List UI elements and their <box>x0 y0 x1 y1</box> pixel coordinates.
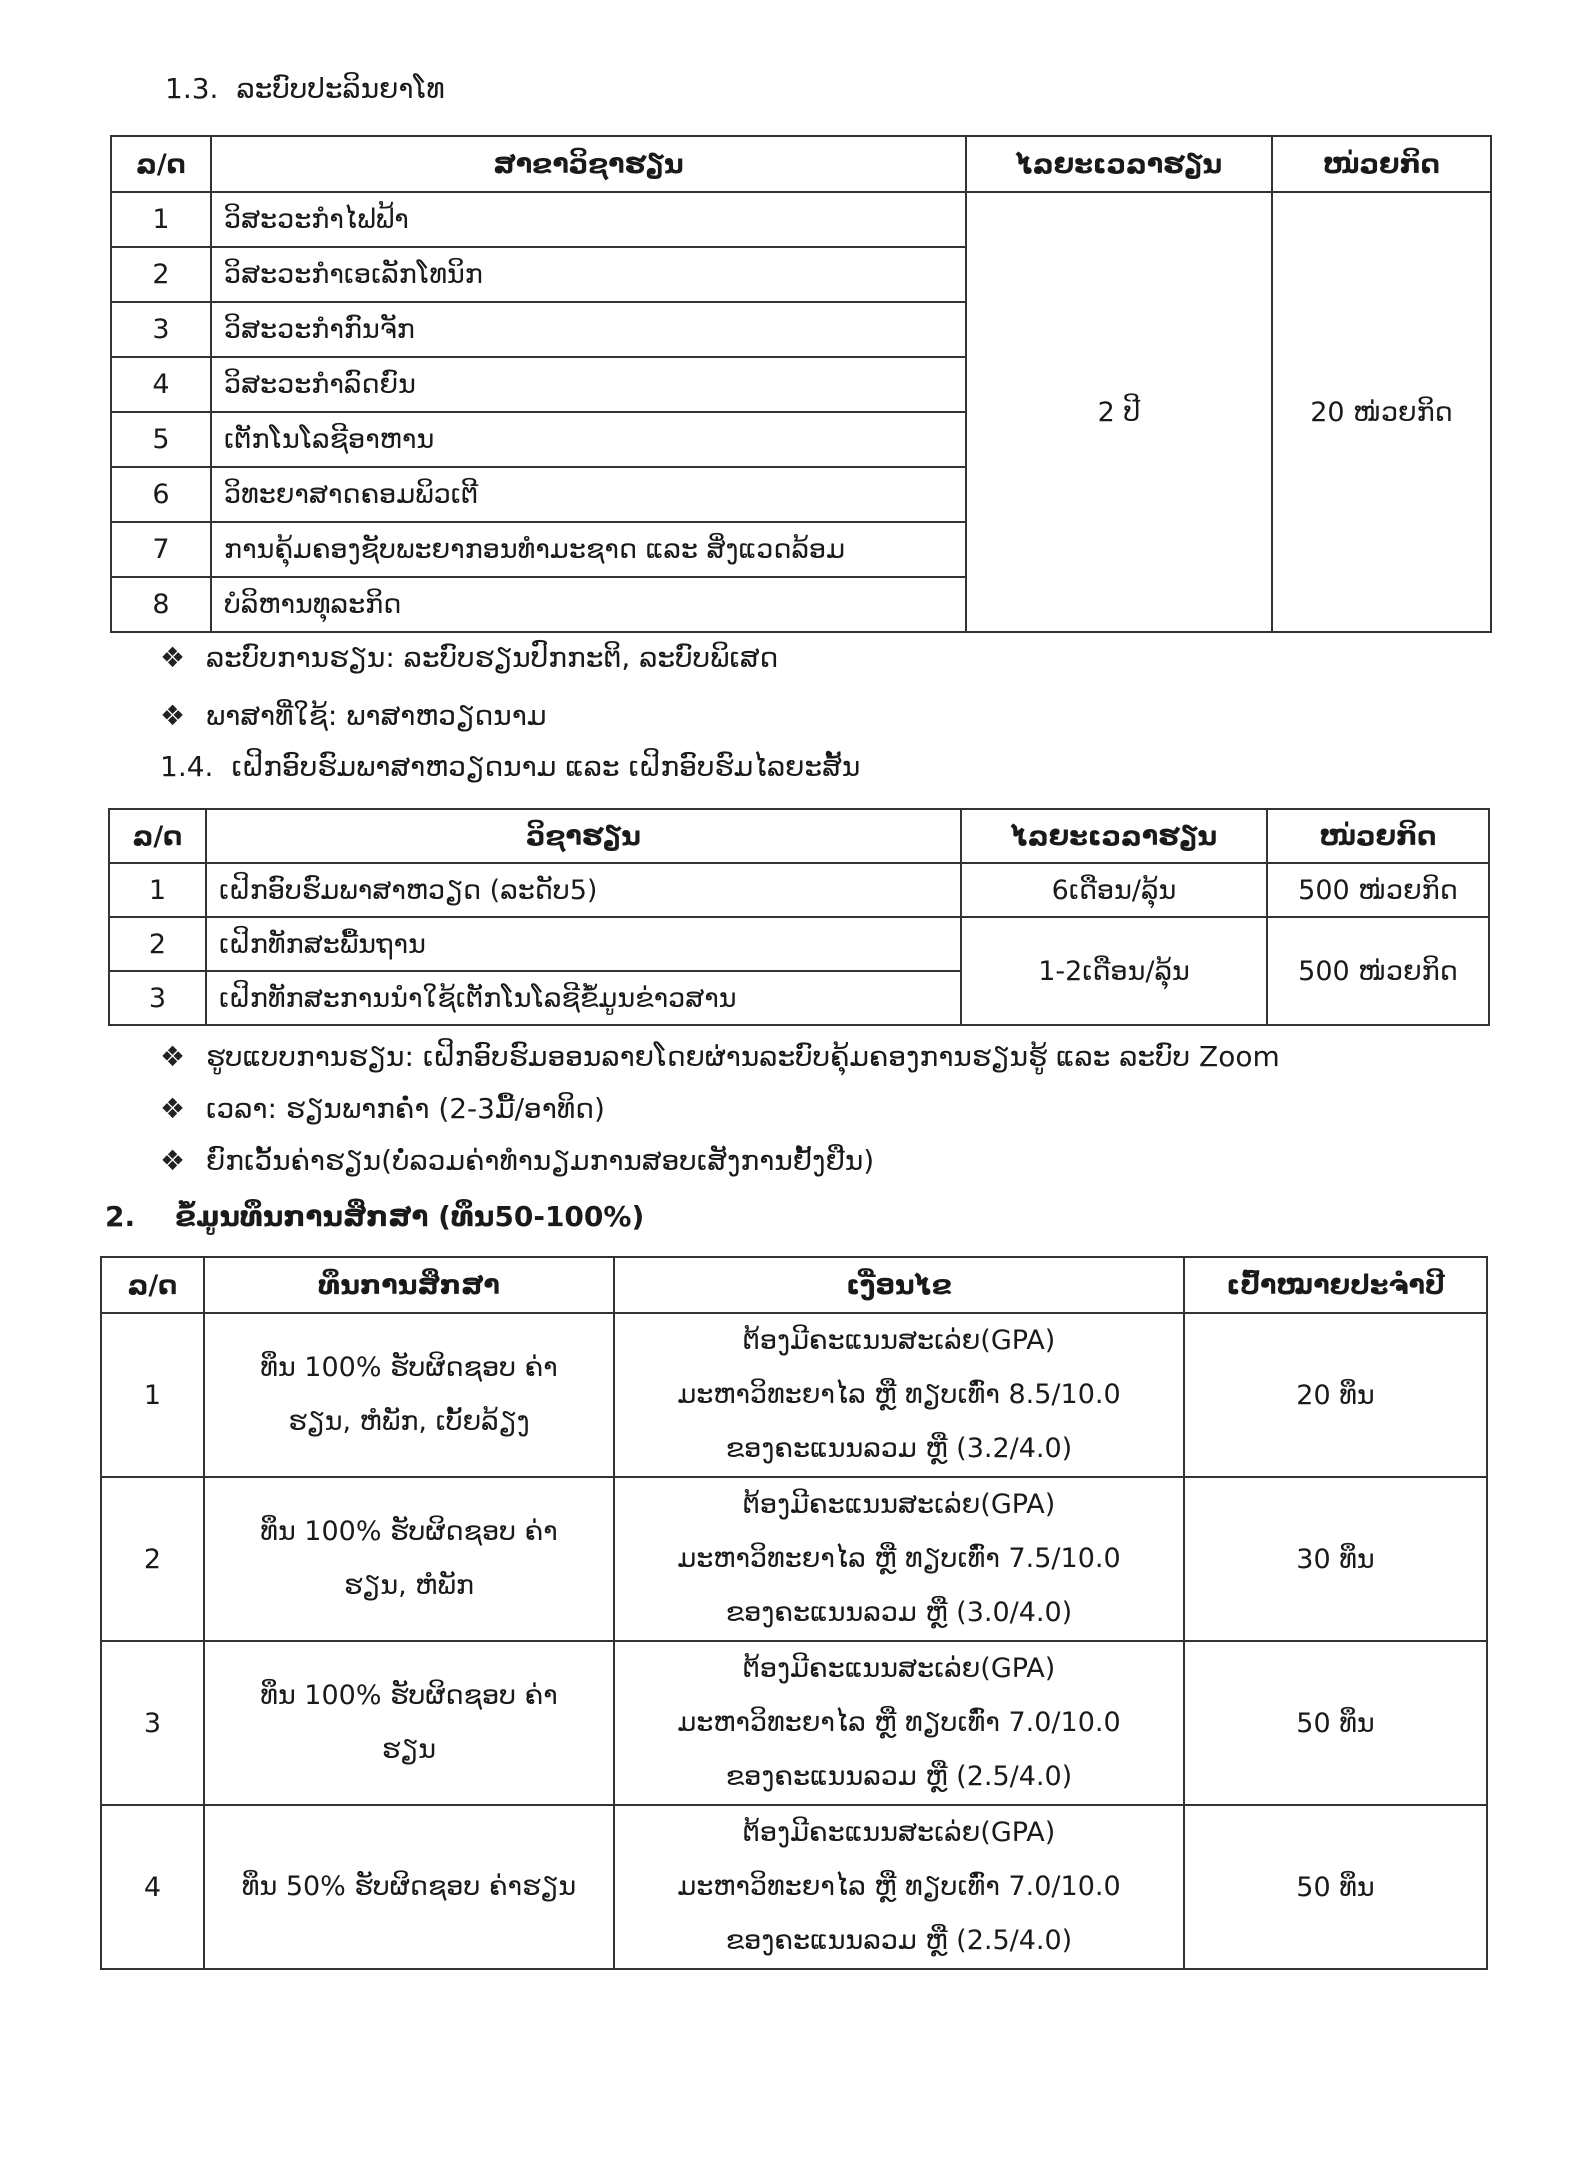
note-text: ລະບົບການຮຽນ: ລະບົບຮຽນປົກກະຕິ, ລະບົບພິເສດ <box>206 640 779 674</box>
diamond-bullet-icon: ❖ <box>160 1091 186 1125</box>
row-condition <box>614 1805 1184 1969</box>
condition-line: ຂອງຄະແນນລວມ ຫຼື (3.0/4.0) <box>725 1597 1073 1628</box>
section-title: ລະບົບປະລິນຍາໂທ <box>236 72 445 105</box>
row-no: 7 <box>111 522 211 577</box>
row-scholarship <box>204 1641 614 1805</box>
row-subject: ເຝິກທັກສະພື້ນຖານ <box>206 917 961 971</box>
header-credits: ໜ່ວຍກິດ <box>1272 136 1491 192</box>
scholarship-line: ຮຽນ, ຫໍພັກ <box>343 1570 475 1601</box>
row-target: 50 ທຶນ <box>1184 1641 1487 1805</box>
group-credits-cell: 500 ໜ່ວຍກິດ <box>1267 917 1489 1025</box>
row-no: 4 <box>101 1805 204 1969</box>
table-row <box>109 863 1489 917</box>
scholarship-line: ທຶນ 100% ຮັບຜິດຊອບ ຄ່າ <box>260 1516 558 1547</box>
row-target: 30 ທຶນ <box>1184 1477 1487 1641</box>
row-no: 2 <box>109 917 206 971</box>
row-target: 50 ທຶນ <box>1184 1805 1487 1969</box>
condition-line: ຕ້ອງມີຄະແນນສະເລ່ຍ(GPA) <box>742 1817 1056 1848</box>
header-duration: ໄລຍະເວລາຮຽນ <box>961 809 1267 863</box>
row-subject: ວິທະຍາສາດຄອມພິວເຕີ <box>211 467 966 522</box>
note-text: ພາສາທີ່ໃຊ້: ພາສາຫວຽດນາມ <box>206 698 547 732</box>
condition-line: ຂອງຄະແນນລວມ ຫຼື (3.2/4.0) <box>725 1433 1073 1464</box>
header-subject: ວິຊາຮຽນ <box>206 809 961 863</box>
header-credits: ໜ່ວຍກິດ <box>1267 809 1489 863</box>
group-duration-cell: 1-2ເດືອນ/ລຸ້ນ <box>961 917 1267 1025</box>
row-subject: ບໍລິຫານທຸລະກິດ <box>211 577 966 632</box>
row-subject: ເຕັກໂນໂລຊີອາຫານ <box>211 412 966 467</box>
row-no: 2 <box>111 247 211 302</box>
scholarship-line: ທຶນ 100% ຮັບຜິດຊອບ ຄ່າ <box>260 1352 558 1383</box>
section-1-3-notes <box>160 628 778 744</box>
section-1-3-heading <box>165 72 445 105</box>
row-subject: ວິສະວະກຳເອເລັກໂທນິກ <box>211 247 966 302</box>
table-row <box>109 917 1489 971</box>
scholarship-line: ທຶນ 100% ຮັບຜິດຊອບ ຄ່າ <box>260 1680 558 1711</box>
row-no: 1 <box>109 863 206 917</box>
note-text: ຍົກເວັ້ນຄ່າຮຽນ(ບໍ່ລວມຄ່າທຳນຽມການສອບເສັງການຢັ້ງຢືນ) <box>206 1143 875 1177</box>
section-title: ຂໍ້ມູນທຶນການສຶກສາ (ທຶນ50-100%) <box>175 1200 645 1233</box>
row-no: 3 <box>111 302 211 357</box>
row-subject: ວິສະວະກຳກົນຈັກ <box>211 302 966 357</box>
header-subject: ສາຂາວິຊາຮຽນ <box>211 136 966 192</box>
row-no: 1 <box>101 1313 204 1477</box>
row-scholarship <box>204 1313 614 1477</box>
row-subject: ເຝິກທັກສະການນຳໃຊ້ເຕັກໂນໂລຊີຂໍ້ມູນຂ່າວສານ <box>206 971 961 1025</box>
header-no: ລ/ດ <box>109 809 206 863</box>
condition-line: ຕ້ອງມີຄະແນນສະເລ່ຍ(GPA) <box>742 1489 1056 1520</box>
header-scholarship: ທຶນການສຶກສາ <box>204 1257 614 1313</box>
table-row <box>101 1641 1487 1805</box>
row-no: 2 <box>101 1477 204 1641</box>
condition-line: ຕ້ອງມີຄະແນນສະເລ່ຍ(GPA) <box>742 1653 1056 1684</box>
section-number: 1.4. <box>160 750 214 783</box>
condition-line: ຂອງຄະແນນລວມ ຫຼື (2.5/4.0) <box>725 1925 1073 1956</box>
row-no: 5 <box>111 412 211 467</box>
row-no: 3 <box>101 1641 204 1805</box>
row-condition <box>614 1477 1184 1641</box>
row-no: 6 <box>111 467 211 522</box>
scholarship-table <box>100 1256 1488 1970</box>
diamond-bullet-icon: ❖ <box>160 698 186 732</box>
condition-line: ມະຫາວິທະຍາໄລ ຫຼື ທຽບເທົ່າ 7.5/10.0 <box>677 1543 1121 1574</box>
row-target: 20 ທຶນ <box>1184 1313 1487 1477</box>
duration-cell: 2 ປີ <box>966 192 1272 632</box>
section-1-4-notes <box>160 1030 1280 1186</box>
header-target: ເປົ້າໝາຍປະຈຳປີ <box>1184 1257 1487 1313</box>
scholarship-line: ຮຽນ, ຫໍພັກ, ເບັ້ຍລ້ຽງ <box>288 1406 530 1437</box>
short-course-table <box>108 808 1490 1026</box>
condition-line: ມະຫາວິທະຍາໄລ ຫຼື ທຽບເທົ່າ 8.5/10.0 <box>677 1379 1121 1410</box>
condition-line: ຕ້ອງມີຄະແນນສະເລ່ຍ(GPA) <box>742 1325 1056 1356</box>
row-no: 1 <box>111 192 211 247</box>
row-condition <box>614 1641 1184 1805</box>
note-item <box>160 686 778 744</box>
row-subject: ວິສະວະກຳລົດຍົນ <box>211 357 966 412</box>
row-no: 3 <box>109 971 206 1025</box>
section-number: 2. <box>105 1200 136 1233</box>
header-condition: ເງື່ອນໄຂ <box>614 1257 1184 1313</box>
section-title: ເຝິກອົບຮົມພາສາຫວຽດນາມ ແລະ ເຝິກອົບຮົມໄລຍະສັ້ນ <box>231 750 861 783</box>
row-subject: ເຝິກອົບຮົມພາສາຫວຽດ (ລະດັບ5) <box>206 863 961 917</box>
master-program-table <box>110 135 1492 633</box>
row-subject: ການຄຸ້ມຄອງຊັບພະຍາກອນທຳມະຊາດ ແລະ ສິ່ງແວດລ້ອມ <box>211 522 966 577</box>
condition-line: ຂອງຄະແນນລວມ ຫຼື (2.5/4.0) <box>725 1761 1073 1792</box>
section-number: 1.3. <box>165 72 219 105</box>
note-item <box>160 1134 1280 1186</box>
diamond-bullet-icon: ❖ <box>160 1143 186 1177</box>
row-no: 8 <box>111 577 211 632</box>
condition-line: ມະຫາວິທະຍາໄລ ຫຼື ທຽບເທົ່າ 7.0/10.0 <box>677 1707 1121 1738</box>
table-row <box>101 1805 1487 1969</box>
table-row <box>111 192 1491 247</box>
header-no: ລ/ດ <box>101 1257 204 1313</box>
section-1-4-heading <box>160 750 860 783</box>
scholarship-line: ທຶນ 50% ຮັບຜິດຊອບ ຄ່າຮຽນ <box>241 1871 577 1902</box>
row-scholarship <box>204 1477 614 1641</box>
scholarship-line: ຮຽນ <box>381 1734 437 1765</box>
note-text: ຮູບແບບການຮຽນ: ເຝິກອົບຮົມອອນລາຍໂດຍຜ່ານລະບົບຄຸ້ມຄອງການຮຽນຮູ້ ແລະ ລະບົບ Zoom <box>206 1039 1280 1073</box>
diamond-bullet-icon: ❖ <box>160 1039 186 1073</box>
row-subject: ວິສະວະກຳໄຟຟ້າ <box>211 192 966 247</box>
header-duration: ໄລຍະເວລາຮຽນ <box>966 136 1272 192</box>
condition-line: ມະຫາວິທະຍາໄລ ຫຼື ທຽບເທົ່າ 7.0/10.0 <box>677 1871 1121 1902</box>
table-row <box>101 1477 1487 1641</box>
note-item <box>160 1030 1280 1082</box>
row-scholarship <box>204 1805 614 1969</box>
row-no: 4 <box>111 357 211 412</box>
row-duration: 6ເດືອນ/ລຸ້ນ <box>961 863 1267 917</box>
row-credits: 500 ໜ່ວຍກິດ <box>1267 863 1489 917</box>
row-condition <box>614 1313 1184 1477</box>
note-text: ເວລາ: ຮຽນພາກຄ່ຳ (2-3ມື້/ອາທິດ) <box>206 1091 605 1125</box>
note-item <box>160 628 778 686</box>
table-header-row <box>109 809 1489 863</box>
header-no: ລ/ດ <box>111 136 211 192</box>
section-2-heading <box>105 1200 644 1233</box>
table-header-row <box>101 1257 1487 1313</box>
credits-cell: 20 ໜ່ວຍກິດ <box>1272 192 1491 632</box>
note-item <box>160 1082 1280 1134</box>
diamond-bullet-icon: ❖ <box>160 640 186 674</box>
table-header-row <box>111 136 1491 192</box>
table-row <box>101 1313 1487 1477</box>
